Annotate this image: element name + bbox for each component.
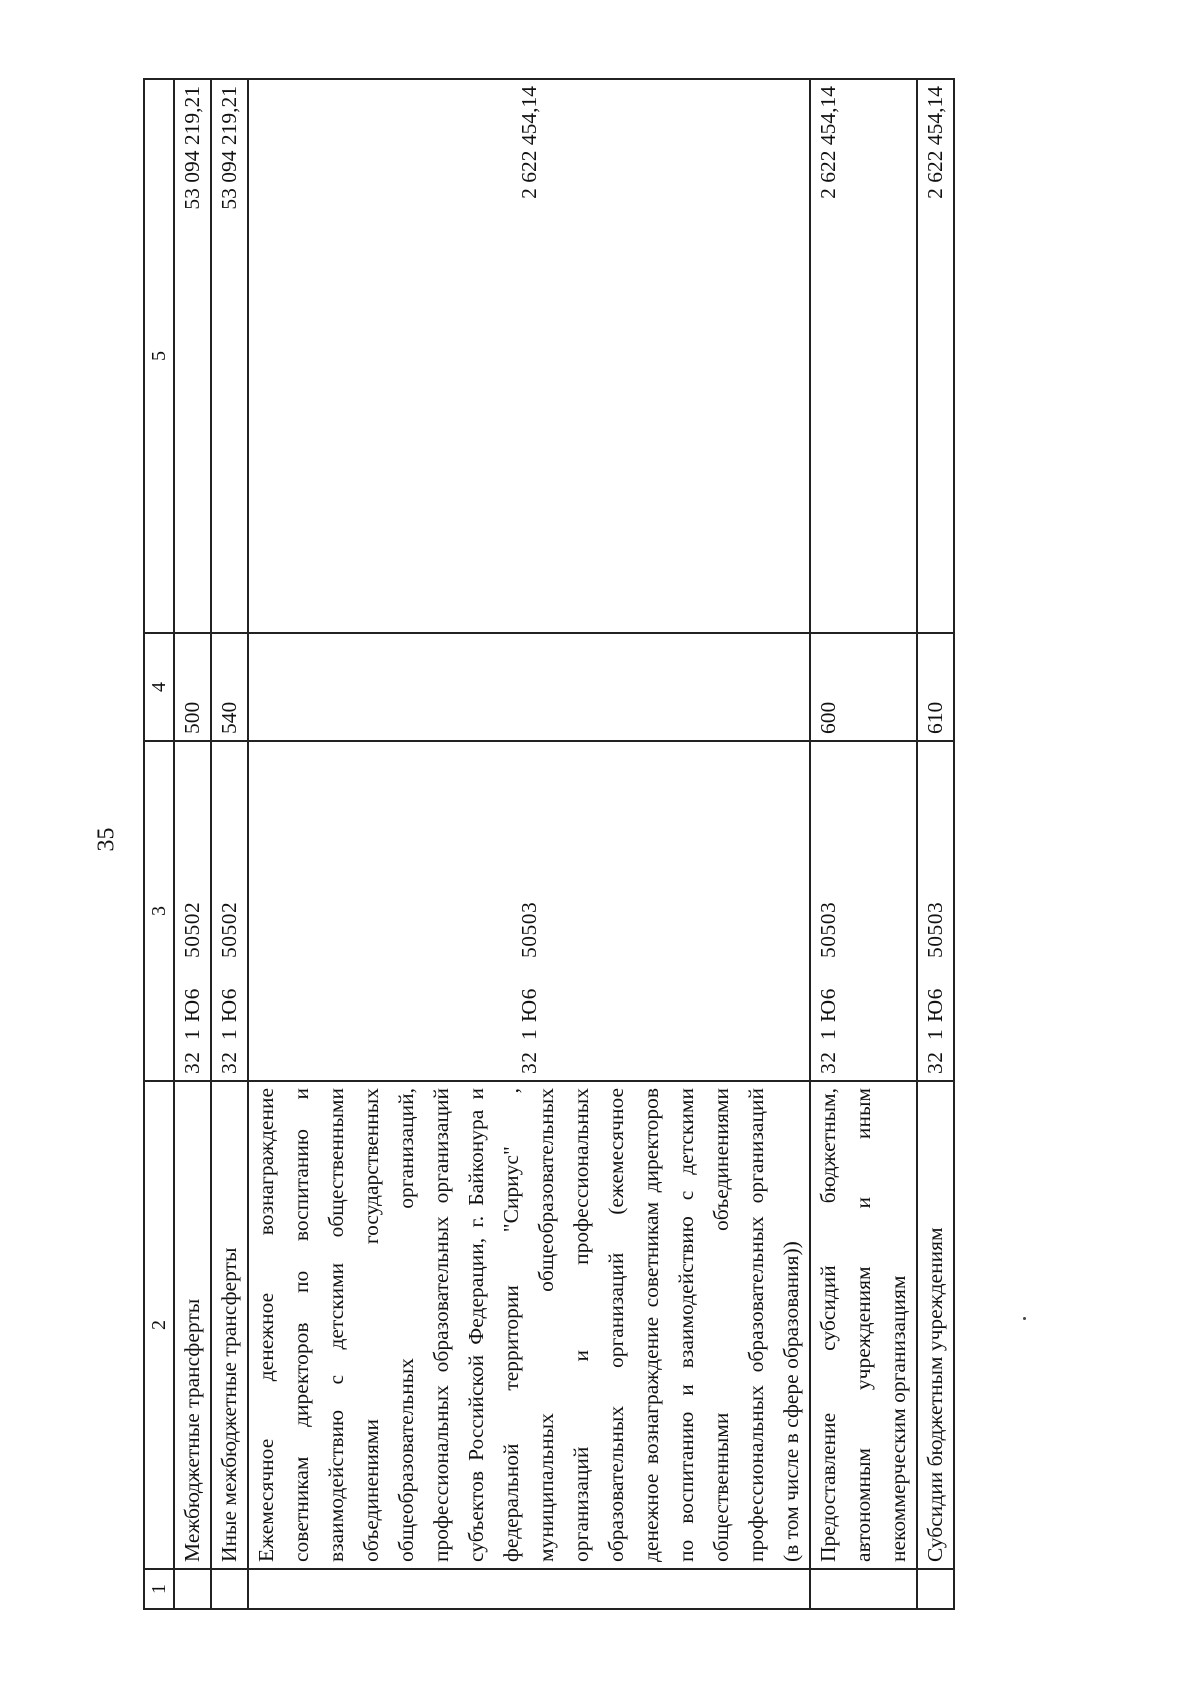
row-amount-cell: 2 622 454,14 bbox=[810, 79, 917, 633]
code-direction: 50503 bbox=[516, 901, 541, 958]
table-row bbox=[917, 79, 954, 1609]
code-subprogram: 1 bbox=[516, 1028, 541, 1040]
code-target: 32 bbox=[516, 1051, 541, 1074]
row-index-cell bbox=[917, 1569, 954, 1609]
code-subprogram: 1 bbox=[180, 1028, 204, 1040]
row-index-cell bbox=[810, 1569, 917, 1609]
row-code-cell bbox=[174, 741, 211, 1081]
row-name-cell: Предоставление субсидий бюджетным, автономным учреждениям и иным некоммерческим организациям bbox=[810, 1081, 917, 1569]
code-direction: 50502 bbox=[217, 901, 241, 958]
code-project: Ю6 bbox=[923, 988, 947, 1022]
row-type-cell bbox=[248, 633, 810, 741]
row-index-cell bbox=[174, 1569, 211, 1609]
header-col-1: 1 bbox=[144, 1569, 174, 1609]
code-subprogram: 1 bbox=[923, 1028, 947, 1040]
code-project: Ю6 bbox=[816, 988, 840, 1022]
header-col-4: 4 bbox=[144, 633, 174, 741]
header-col-2: 2 bbox=[144, 1081, 174, 1569]
code-direction: 50503 bbox=[816, 901, 840, 958]
code-subprogram: 1 bbox=[217, 1028, 241, 1040]
code-project: Ю6 bbox=[217, 988, 241, 1022]
table-row bbox=[211, 79, 248, 1609]
budget-table bbox=[143, 78, 955, 1610]
table-row bbox=[810, 79, 917, 1609]
budget-table-container bbox=[143, 80, 947, 1610]
row-code-cell bbox=[211, 741, 248, 1081]
row-type-cell: 540 bbox=[211, 633, 248, 741]
row-index-cell bbox=[211, 1569, 248, 1609]
table-header-row bbox=[144, 79, 174, 1609]
row-name-cell: Иные межбюджетные трансферты bbox=[211, 1081, 248, 1569]
row-type-cell: 610 bbox=[917, 633, 954, 741]
row-amount-cell: 53 094 219,21 bbox=[211, 79, 248, 633]
row-index-cell bbox=[248, 1569, 810, 1609]
code-target: 32 bbox=[217, 1051, 241, 1074]
row-type-cell: 600 bbox=[810, 633, 917, 741]
row-name-cell: Ежемесячное денежное вознаграждение советникам директоров по воспитанию и взаимодействию с детскими общественными объединениями государственных общеобразовательных организаций, профессиональных образовательных организаций субъектов Российской Федерации, г. Байконура и федеральной территории "Сириус" , муниципальных общеобразовательных организаций и профессиональных образовательных организаций (ежемесячное денежное вознаграждение советникам директоров по воспитанию и взаимодействию с детскими общественными объединениями профессиональных образовательных организаций (в том числе в сфере образования)) bbox=[248, 1081, 810, 1569]
row-code-cell bbox=[917, 741, 954, 1081]
row-name-cell: Субсидии бюджетным учреждениям bbox=[917, 1081, 954, 1569]
header-col-3: 3 bbox=[144, 741, 174, 1081]
code-subprogram: 1 bbox=[816, 1028, 840, 1040]
code-direction: 50502 bbox=[180, 901, 204, 958]
row-amount-cell: 2 622 454,14 bbox=[248, 79, 810, 633]
code-project: Ю6 bbox=[180, 988, 204, 1022]
row-code-cell bbox=[810, 741, 917, 1081]
code-target: 32 bbox=[923, 1051, 947, 1074]
code-direction: 50503 bbox=[923, 901, 947, 958]
row-amount-cell: 2 622 454,14 bbox=[917, 79, 954, 633]
row-amount-cell: 53 094 219,21 bbox=[174, 79, 211, 633]
scan-speck bbox=[1023, 1317, 1026, 1320]
code-target: 32 bbox=[816, 1051, 840, 1074]
row-code-cell bbox=[248, 741, 810, 1081]
header-col-5: 5 bbox=[144, 79, 174, 633]
row-type-cell: 500 bbox=[174, 633, 211, 741]
page-number: 35 bbox=[93, 827, 120, 852]
row-name-cell: Межбюджетные трансферты bbox=[174, 1081, 211, 1569]
code-project: Ю6 bbox=[516, 988, 541, 1022]
table-row bbox=[248, 79, 810, 1609]
table-row bbox=[174, 79, 211, 1609]
code-target: 32 bbox=[180, 1051, 204, 1074]
